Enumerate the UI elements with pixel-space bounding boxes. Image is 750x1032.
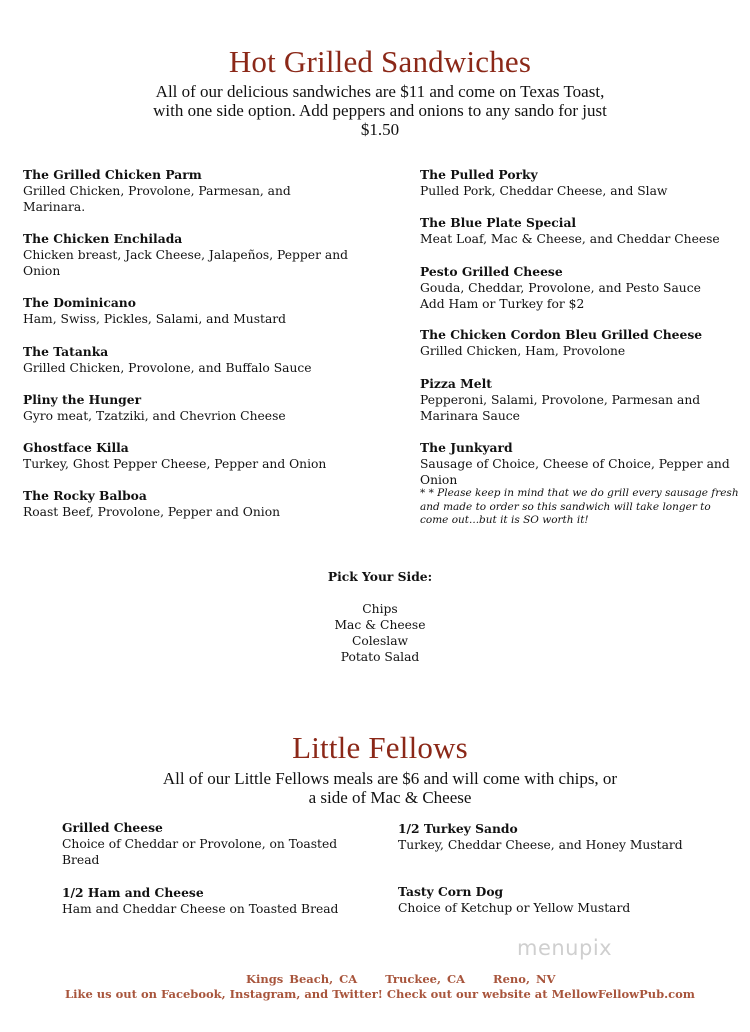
item-name: Pliny the Hunger	[23, 392, 142, 407]
menu-item	[23, 231, 353, 279]
sides-heading: Pick Your Side:	[327, 569, 433, 584]
hot-sandwiches-intro: All of our delicious sandwiches are $11 and come on Texas Toast, with one side option. Add peppers and onions to any sando for just $1.50	[153, 82, 607, 139]
item-name: Tasty Corn Dog	[398, 884, 504, 899]
item-description: Grilled Chicken, Ham, Provolone	[420, 344, 626, 358]
menu-item	[420, 376, 730, 424]
item-name: The Blue Plate Special	[420, 215, 577, 230]
item-description: Ham, Swiss, Pickles, Salami, and Mustard	[23, 312, 287, 326]
item-add-on: Add Ham or Turkey for $2	[420, 297, 585, 311]
menupix-watermark: menupix	[517, 936, 613, 960]
item-name: Pizza Melt	[420, 376, 492, 391]
item-name: The Junkyard	[420, 440, 513, 455]
item-description: Grilled Chicken, Provolone, and Buffalo Sauce	[23, 361, 312, 375]
item-name: The Chicken Cordon Bleu Grilled Cheese	[420, 327, 703, 342]
menu-item	[23, 392, 363, 424]
item-name: The Rocky Balboa	[23, 488, 147, 503]
side-item: Mac & Cheese	[334, 618, 426, 632]
menu-item	[420, 264, 740, 312]
menu-item	[23, 440, 363, 472]
item-name: 1/2 Turkey Sando	[398, 821, 518, 836]
item-name: 1/2 Ham and Cheese	[62, 885, 204, 900]
menu-item	[420, 327, 740, 359]
item-name: The Pulled Porky	[420, 167, 538, 182]
item-description: Gyro meat, Tzatziki, and Chevrion Cheese	[23, 409, 286, 423]
menu-item	[420, 215, 740, 247]
location: Reno, NV	[493, 972, 556, 986]
item-name: Grilled Cheese	[62, 820, 163, 835]
menu-item	[398, 821, 718, 853]
item-description: Pulled Pork, Cheddar Cheese, and Slaw	[420, 184, 668, 198]
item-name: The Dominicano	[23, 295, 136, 310]
menu-item	[62, 885, 372, 917]
little-fellows-title: Little Fellows	[292, 730, 468, 765]
item-description: Choice of Ketchup or Yellow Mustard	[398, 901, 631, 915]
menu-item	[23, 167, 323, 215]
side-item: Coleslaw	[351, 634, 409, 648]
location: Kings Beach, CA	[246, 972, 358, 986]
item-name: The Tatanka	[23, 344, 109, 359]
item-description: Sausage of Choice, Cheese of Choice, Pepper and Onion	[420, 457, 730, 487]
footer-tagline: Like us out on Facebook, Instagram, and Twitter! Check out our website at MellowFellowPub.com	[65, 987, 695, 1001]
item-name: Pesto Grilled Cheese	[420, 264, 563, 279]
item-description: Ham and Cheddar Cheese on Toasted Bread	[62, 902, 339, 916]
menu-item	[62, 820, 362, 868]
item-name: Ghostface Killa	[23, 440, 129, 455]
junkyard-note: * * Please keep in mind that we do grill every sausage fresh and made to order so this sandwich will take longer to come out...but it is SO worth it!	[420, 487, 739, 526]
item-description: Meat Loaf, Mac & Cheese, and Cheddar Cheese	[420, 232, 720, 246]
item-description: Gouda, Cheddar, Provolone, and Pesto Sauce	[420, 281, 701, 295]
menu-item	[23, 344, 363, 376]
item-name: The Grilled Chicken Parm	[23, 167, 202, 182]
item-description: Turkey, Cheddar Cheese, and Honey Mustard	[398, 838, 683, 852]
menu-item	[23, 295, 363, 327]
item-description: Grilled Chicken, Provolone, Parmesan, and Marinara.	[23, 184, 291, 214]
item-name: The Chicken Enchilada	[23, 231, 183, 246]
location: Truckee, CA	[385, 972, 466, 986]
side-item: Potato Salad	[340, 650, 420, 664]
sides-list	[0, 601, 750, 665]
side-item: Chips	[362, 602, 398, 616]
item-description: Roast Beef, Provolone, Pepper and Onion	[23, 505, 281, 519]
menu-item	[420, 167, 740, 199]
menu-item	[23, 488, 363, 520]
item-description: Turkey, Ghost Pepper Cheese, Pepper and Onion	[23, 457, 327, 471]
menu-item	[398, 884, 718, 916]
menu-item	[420, 440, 740, 488]
item-description: Pepperoni, Salami, Provolone, Parmesan and Marinara Sauce	[420, 393, 701, 423]
locations	[246, 972, 577, 986]
item-description: Chicken breast, Jack Cheese, Jalapeños, Pepper and Onion	[23, 248, 348, 278]
hot-sandwiches-title: Hot Grilled Sandwiches	[228, 44, 532, 79]
item-description: Choice of Cheddar or Provolone, on Toasted Bread	[62, 837, 338, 867]
little-fellows-intro: All of our Little Fellows meals are $6 and will come with chips, or a side of Mac & Cheese	[162, 769, 618, 807]
